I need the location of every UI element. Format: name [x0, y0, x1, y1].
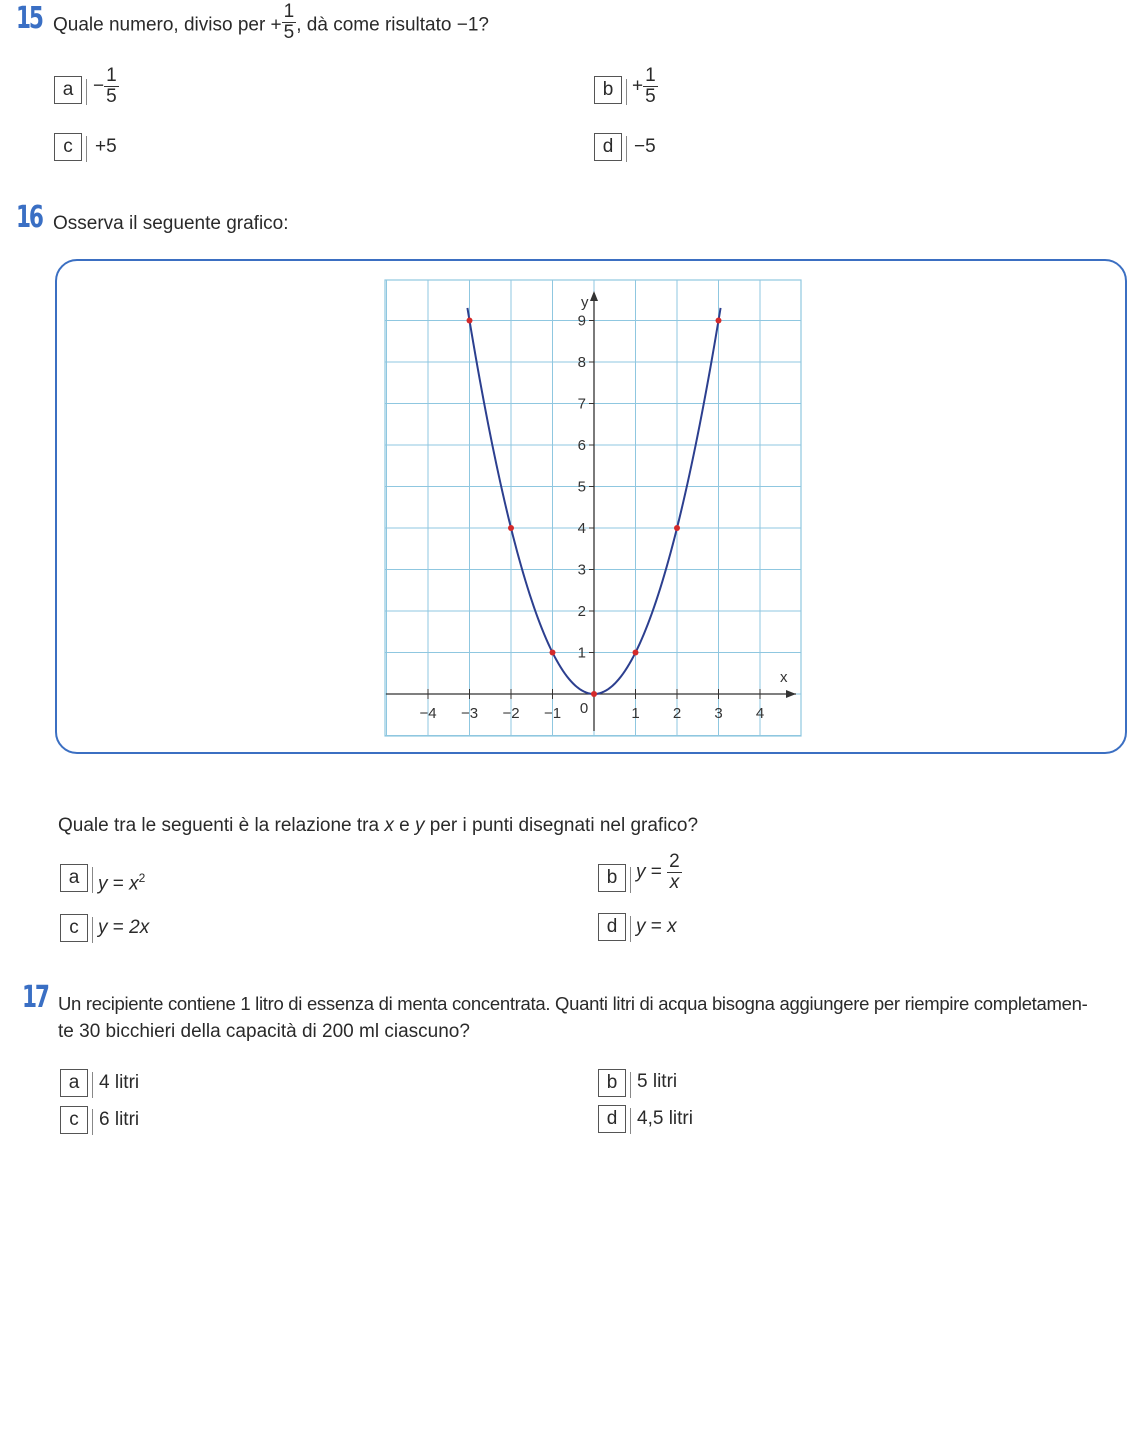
grid-border	[385, 280, 801, 736]
option-c-value: 6 litri	[99, 1109, 140, 1130]
option-d-box[interactable]: d	[598, 1105, 626, 1133]
option-b-box[interactable]: b	[594, 76, 622, 104]
equals: =	[107, 873, 130, 895]
y-tick-label: 6	[577, 437, 586, 454]
fraction-denominator: x	[669, 872, 680, 893]
data-point	[550, 650, 556, 656]
lhs: y	[636, 916, 646, 937]
fraction-numerator: 1	[283, 1, 295, 22]
option-a-value: 4 litri	[99, 1072, 140, 1093]
data-point	[716, 318, 722, 324]
x-tick-label: 3	[714, 705, 723, 722]
question-15-text	[53, 1, 489, 43]
option-d-box[interactable]: d	[594, 133, 622, 161]
option-d-value	[636, 913, 677, 941]
equals: =	[645, 861, 668, 883]
text-part: per i punti disegnati nel grafico?	[424, 815, 699, 836]
option-c-value: +5	[95, 136, 117, 157]
var-x: x	[384, 815, 394, 836]
y-tick-label: 5	[577, 478, 586, 496]
parabola-chart	[384, 279, 802, 737]
question-15-fraction	[282, 2, 297, 43]
option-d-value: −5	[634, 136, 656, 157]
x-tick-label: −4	[419, 705, 437, 722]
fraction-denominator: 5	[645, 86, 656, 107]
question-number-17: 17	[22, 980, 48, 1015]
option-c-box[interactable]: c	[60, 1106, 88, 1134]
fraction-denominator: 5	[283, 22, 295, 43]
y-tick-label: 9	[577, 312, 586, 330]
x-tick-label: −2	[502, 705, 520, 722]
option-c-box[interactable]: c	[54, 133, 82, 161]
option-b-value	[636, 852, 682, 893]
base: x	[129, 873, 139, 895]
data-point	[674, 525, 680, 531]
lhs: y	[636, 861, 646, 883]
rhs: 2x	[129, 917, 150, 938]
data-point	[508, 525, 514, 531]
data-point	[591, 691, 597, 697]
option-d-value: 4,5 litri	[637, 1108, 693, 1129]
question-16-text	[58, 812, 698, 840]
option-a-value	[93, 66, 119, 107]
question-17-line-1: Un recipiente contiene 1 litro di essenza di menta concentrata. Quanti litri di acqua bisogna aggiungere per riempire completamen-	[58, 993, 1088, 1014]
x-axis-label: x	[780, 669, 788, 686]
y-tick-label: 7	[577, 395, 586, 413]
option-b-box[interactable]: b	[598, 1069, 626, 1097]
y-tick-label: 1	[577, 644, 586, 662]
lhs: y	[98, 917, 108, 938]
y-axis-label: y	[581, 294, 589, 311]
option-c-box[interactable]: c	[60, 914, 88, 942]
option-c-value	[98, 914, 149, 942]
x-tick-label: −3	[460, 705, 479, 722]
fraction-numerator: 1	[645, 65, 656, 86]
option-a-box[interactable]: a	[60, 1069, 88, 1097]
question-16-intro: Osserva il seguente grafico:	[53, 213, 289, 234]
sign: +	[632, 75, 644, 97]
option-b-value	[632, 66, 658, 107]
fraction-denominator: 5	[106, 86, 117, 107]
text-part: e	[393, 815, 415, 836]
option-d-box[interactable]: d	[598, 913, 626, 941]
fraction	[104, 66, 119, 107]
lhs: y	[98, 873, 108, 895]
data-point	[633, 650, 639, 656]
exponent: 2	[138, 871, 146, 885]
y-tick-label: 3	[577, 561, 586, 579]
origin-label: 0	[579, 700, 589, 717]
option-a-box[interactable]: a	[60, 864, 88, 892]
question-number-16: 16	[16, 200, 42, 235]
x-tick-label: −1	[543, 705, 562, 722]
x-tick-label: 2	[672, 705, 682, 722]
y-tick-label: 4	[577, 520, 586, 537]
option-b-value: 5 litri	[637, 1071, 678, 1092]
fraction-numerator: 2	[669, 851, 680, 872]
question-17-line-2: te 30 bicchieri della capacità di 200 ml ciascuno?	[58, 1021, 470, 1042]
fraction	[667, 852, 682, 893]
option-b-box[interactable]: b	[598, 864, 626, 892]
equals: =	[107, 917, 130, 938]
var-y: y	[414, 815, 425, 836]
y-tick-label: 2	[577, 603, 586, 620]
x-tick-label: 1	[631, 705, 640, 722]
rhs: x	[667, 916, 677, 937]
option-a-value	[98, 864, 145, 898]
x-tick-label: 4	[755, 705, 765, 722]
fraction	[643, 66, 658, 107]
option-a-box[interactable]: a	[54, 76, 82, 104]
equals: =	[645, 916, 668, 937]
text-part: Quale tra le seguenti è la relazione tra	[58, 815, 385, 836]
fraction-numerator: 1	[106, 65, 117, 86]
sign: −	[93, 75, 105, 97]
question-15-text-after: , dà come risultato −1?	[296, 14, 489, 36]
question-number-15: 15	[16, 1, 42, 36]
y-tick-label: 8	[577, 354, 586, 371]
question-15-text-before: Quale numero, diviso per +	[53, 14, 282, 36]
data-point	[467, 318, 473, 324]
